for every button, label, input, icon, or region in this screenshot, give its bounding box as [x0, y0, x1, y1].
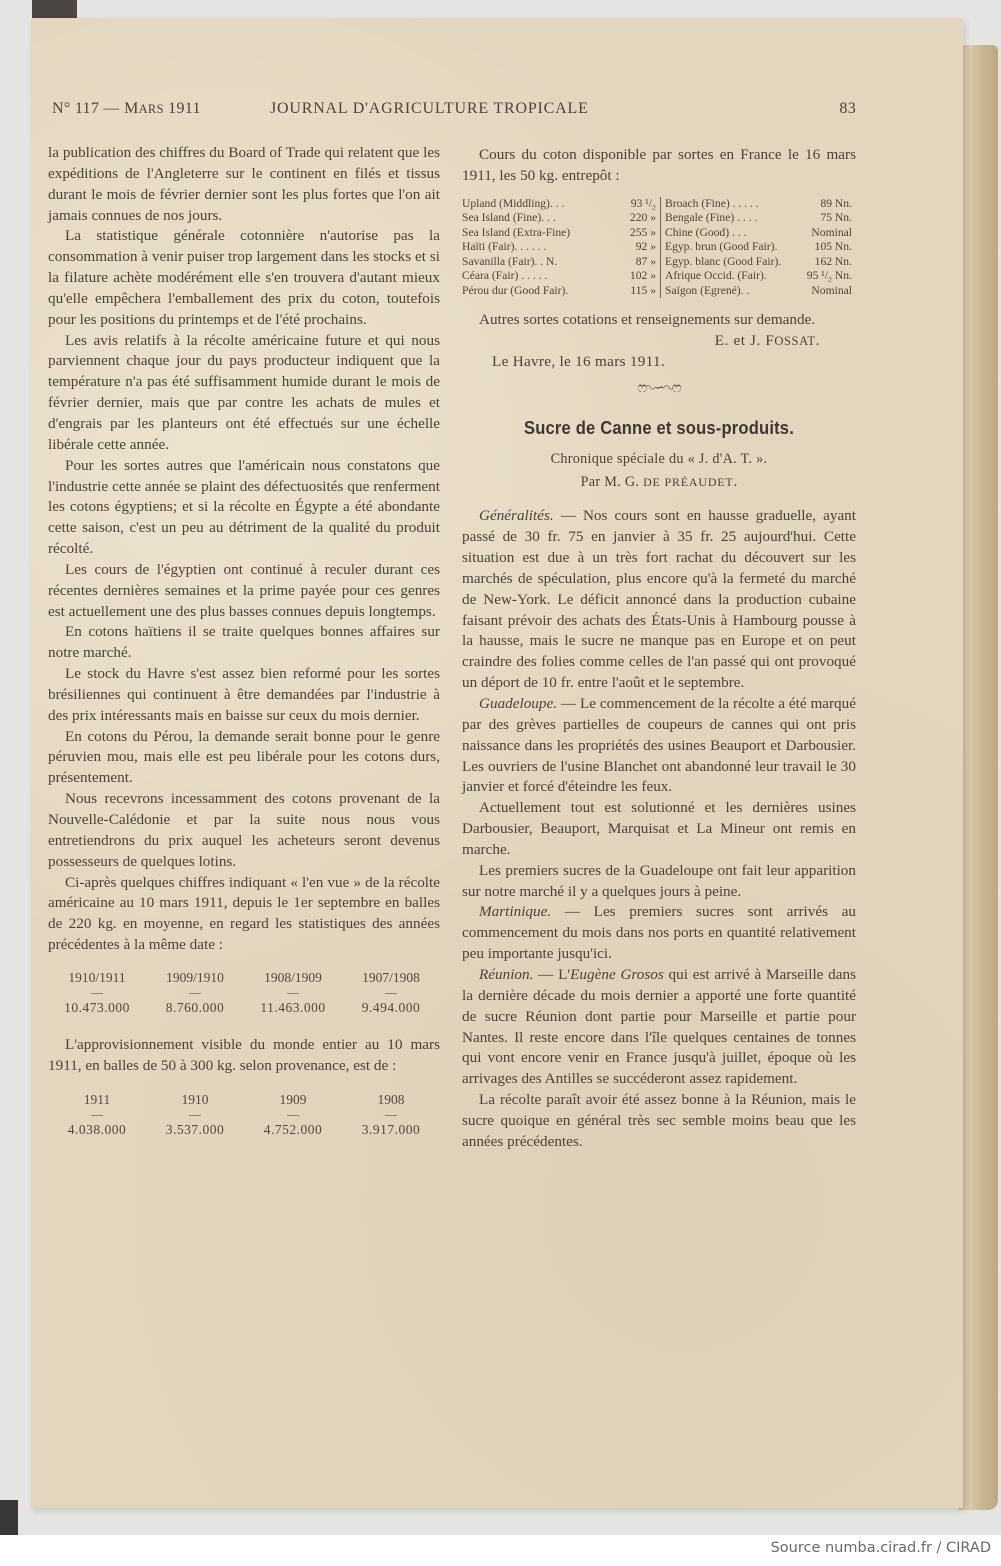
paragraph: Les cours de l'égyptien ont continué à reculer durant ces récentes dernières semaines et la prime payée pour ces genres est actuellement une des plus basses connues depuis longtemps. [48, 560, 440, 620]
year-label: 1910 [181, 1091, 209, 1107]
cotton-grade: Egyp. brun (Good Fair). [665, 240, 778, 254]
dash-separator: — [91, 1106, 103, 1121]
cotton-grade: Egyp. blanc (Good Fair). [665, 254, 782, 268]
section-text: — Les premiers sucres sont arrivés au commencement du mois dans nos ports en quantité relativement peu importante jusqu'ici. [462, 903, 856, 963]
paragraph: Actuellement tout est solutionné et les dernières usines Darbousier, Beauport, Marquisat et La Mineur ont remis en marche. [462, 799, 856, 858]
dash-separator: — [189, 1106, 201, 1121]
bales-value: 8.760.000 [165, 999, 225, 1015]
byline-end: . [733, 474, 738, 491]
cotton-grade: Pérou dur (Good Fair). [462, 283, 569, 297]
price-row [665, 284, 856, 299]
paragraph: Le stock du Havre s'est assez bien reformé pour les sortes brésiliennes qui continuent à être demandées par l'industrie à des prix intéressants mais en baisse sur ceux du mois dernier. [48, 665, 440, 724]
page-number: 83 [839, 100, 856, 117]
cotton-grade: Savanilla (Fair). . N. [462, 254, 558, 268]
issue-number: N° 117 — [52, 100, 120, 117]
issue-year: 1911 [168, 100, 201, 117]
cotton-price: 75 Nn. [820, 211, 852, 225]
cotton-grade: Chine (Good) . . . [665, 225, 747, 239]
price-row [462, 269, 660, 284]
bales-value: 11.463.000 [260, 999, 326, 1015]
year-label: 1909 [279, 1091, 307, 1107]
section-label: Guadeloupe. [479, 695, 558, 712]
price-list-left [462, 197, 660, 299]
cotton-grade: Upland (Middling). . . [462, 196, 565, 210]
cotton-grade: Céara (Fair) . . . . . [462, 269, 548, 283]
season-label: 1909/1910 [166, 969, 224, 985]
paragraph: En cotons haïtiens il se traite quelques bonnes affaires sur notre marché. [48, 623, 440, 662]
signature-end: . [815, 332, 820, 350]
ornament-icon: ෆ∿∽∿ෆ [637, 380, 681, 396]
section-text: — Nos cours sont en hausse graduelle, ayant passé de 30 fr. 75 en janvier à 35 fr. 25 aujourd'hui. Cette situation est due à un très fort rachat du découvert sur les marchés de spéculation, plus encore qu'à la fermeté du marché de New-York. Le déficit annoncé dans la production cubaine faisant prévoir des achats des États-Unis à Hambourg pousse à la hausse, mais le sucre ne manque pas en Europe et on peut craindre des folies comme celles de l'an passé qui ont provoqué un déport de 10 fr. entre l'août et le septembre. [462, 507, 856, 692]
paragraph-martinique [462, 902, 856, 965]
paragraph: Ci-après quelques chiffres indiquant « l'en vue » de la récolte américaine au 10 mars 1911, depuis le 1er septembre en balles de 220 kg. en moyenne, en regard les statistiques des années précédentes à la même date : [48, 873, 440, 954]
cotton-price: 87 » [635, 254, 656, 268]
cotton-price: 89 Nn. [820, 196, 852, 210]
section-label: Martinique. [479, 903, 552, 921]
bales-value: 3.537.000 [165, 1121, 225, 1137]
section-text: — Le commencement de la récolte a été marqué par des grèves partielles de coupeurs de cannes qui ont pris naissance dans les propriétés des usines Beauport et Darbousier. Les ouvriers de l'usine Blanchet ont abandonné leur travail le 30 janvier et forcé d'éteindre les feux. [462, 695, 856, 796]
cotton-price: 93 ¹/₂ [630, 196, 656, 210]
cotton-price: 162 Nn. [814, 254, 852, 268]
cotton-price: 92 » [635, 240, 656, 254]
paragraph-generalites [462, 506, 856, 694]
cotton-grade: Saïgon (Egrené). . [665, 283, 750, 297]
running-header [50, 100, 856, 122]
right-column [462, 145, 856, 1153]
cotton-price: 115 » [630, 283, 656, 297]
journal-title: JOURNAL D'AGRICULTURE TROPICALE [270, 100, 589, 117]
stat-cell [244, 969, 342, 1019]
ship-name: Eugène Grosos [570, 965, 664, 983]
price-row [462, 211, 660, 226]
season-label: 1907/1908 [362, 969, 420, 985]
cotton-grade: Bengale (Fine) . . . . [665, 211, 758, 225]
byline [462, 471, 856, 494]
cotton-grade: Sea Island (Fine). . . [462, 211, 556, 225]
cotton-price: 255 » [629, 225, 656, 239]
price-row [462, 255, 660, 270]
paragraph: La récolte paraît avoir été assez bonne à la Réunion, mais le sucre quoique en général très sec semble moins beau que les années précédentes. [462, 1091, 856, 1150]
section-title: Sucre de Canne et sous-produits. [524, 417, 794, 438]
prices-intro: Cours du coton disponible par sortes en France le 16 mars 1911, les 50 kg. entrepôt : [462, 146, 856, 184]
paragraph: la publication des chiffres du Board of Trade qui relatent que les expéditions de l'Angleterre sur le continent en filés et tissus durant le mois de février dernier sont les plus fortes que l'on ait jamais connues de nos jours. [48, 144, 440, 224]
paragraph: Autres sortes cotations et renseignements sur demande. [479, 311, 816, 329]
issue-month-rest: ARS [138, 102, 164, 116]
price-list-right [660, 197, 856, 299]
cotton-grade: Sea Island (Extra-Fine) [462, 225, 571, 239]
cotton-grade: Broach (Fine) . . . . . [665, 196, 759, 210]
page-stack-edge [958, 45, 998, 1510]
cotton-price: 220 » [629, 211, 656, 225]
price-row [665, 211, 856, 226]
bales-value: 10.473.000 [64, 999, 130, 1015]
dash-separator: — [385, 984, 397, 999]
price-row [462, 240, 660, 255]
paragraph: Nous recevrons incessamment des cotons provenant de la Nouvelle-Calédonie et par la suite nous nous vous entretiendrons du prix auquel les acheteurs seront devenus possesseurs de quelques lotins. [48, 790, 440, 870]
byline-author: DE PRÉAUDET [643, 475, 734, 490]
paragraph: Pour les sortes autres que l'américain nous constatons que l'industrie cette année se plaint des défectuosités que renferment les cotons égyptiens; et si la récolte en Égypte a été abondante cette saison, c'est un peu au détriment de la qualité du produit récolté. [48, 456, 440, 558]
paragraph-reunion [462, 965, 856, 1090]
bales-value: 3.917.000 [361, 1121, 421, 1137]
season-label: 1908/1909 [264, 969, 322, 985]
stat-cell [342, 1091, 440, 1141]
chronicle-line: Chronique spéciale du « J. d'A. T. ». [550, 451, 768, 468]
section-label: Réunion. [479, 965, 534, 983]
issue-month-initial: M [124, 100, 139, 117]
signature-text: E. et J. F [714, 332, 775, 350]
cotton-grade: Haïti (Fair). . . . . . [462, 240, 547, 254]
dash-separator: — [287, 984, 299, 999]
world-supply-table [48, 1091, 440, 1141]
year-label: 1908 [377, 1091, 405, 1107]
cotton-price: Nominal [811, 225, 852, 239]
price-row [665, 226, 856, 241]
dash-separator: — [91, 984, 103, 999]
price-row [665, 197, 856, 212]
dash-separator: — [189, 984, 201, 999]
cotton-price: Nominal [811, 283, 852, 297]
price-row [665, 255, 856, 270]
dateline: Le Havre, le 16 mars 1911. [492, 352, 665, 370]
cotton-price: 95 ¹/₂ Nn. [806, 269, 852, 283]
scan-edge-shadow [0, 1500, 18, 1535]
paragraph: En cotons du Pérou, la demande serait bonne pour le genre péruvien mou, mais elle est peu libérale pour les cotons durs, présentement. [48, 727, 440, 787]
cotton-grade: Afrique Occid. (Fair). [665, 269, 767, 283]
year-label: 1911 [83, 1091, 111, 1107]
crop-in-sight-table [48, 969, 440, 1019]
bales-value: 9.494.000 [361, 999, 421, 1015]
cotton-price: 102 » [629, 269, 656, 283]
price-row [462, 284, 660, 299]
scan-edge-shadow [32, 0, 77, 18]
bales-value: 4.752.000 [263, 1121, 323, 1137]
paragraph: Les avis relatifs à la récolte américaine future et qui nous parviennent chaque jour du pays producteur indiquent que la température n'a pas été suffisamment humide durant le mois de février dernier, mais que par contre les achats de mules et d'engrais par les planteurs ont été effectués sur une échelle libérale cette année. [48, 331, 440, 453]
paragraph: Les premiers sucres de la Guadeloupe ont fait leur apparition sur notre marché il y a quelques jours à peine. [462, 861, 856, 900]
issue-info [52, 100, 201, 118]
source-credit: Source numba.cirad.fr / CIRAD [770, 1540, 991, 1556]
section-text: — L' [533, 965, 571, 983]
stat-cell [48, 969, 146, 1019]
byline-text: Par M. G. [580, 474, 644, 491]
section-label: Généralités. [479, 507, 554, 525]
dash-separator: — [385, 1106, 397, 1121]
signature [462, 331, 856, 352]
paragraph: L'approvisionnement visible du monde entier au 10 mars 1911, en balles de 50 à 300 kg. selon provenance, est de : [48, 1035, 440, 1074]
signature-smallcaps: OSSAT [774, 334, 816, 349]
paragraph-guadeloupe [462, 694, 856, 798]
stat-cell [48, 1091, 146, 1141]
dash-separator: — [287, 1106, 299, 1121]
section-text: qui est arrivé à Marseille dans la dernière décade du mois dernier a apporté une forte quantité de sucre Réunion dont partie pour Marseille et partie pour Nantes. Il reste encore dans l'île quelques centaines de tonnes qui vont encore venir en France jusqu'à juillet, époque où les arrivages des Antilles se succéderont assez rapidement. [462, 965, 857, 1088]
price-row [665, 269, 856, 284]
price-row [462, 226, 660, 241]
price-row [462, 197, 660, 212]
season-label: 1910/1911 [68, 969, 126, 985]
cotton-price-table [462, 197, 856, 299]
stat-cell [146, 969, 244, 1019]
stat-cell [146, 1091, 244, 1141]
left-column [48, 143, 440, 1141]
stat-cell [342, 969, 440, 1019]
bales-value: 4.038.000 [67, 1121, 127, 1137]
paragraph: La statistique générale cotonnière n'autorise pas la consommation à venir puiser trop largement dans les stocks et si la filature achète modérément elle s'en trouvera d'autant mieux qu'elle empêchera l'emballement des prix du coton, toutefois pour les positions du printemps et de l'été prochains. [48, 227, 440, 328]
cotton-price: 105 Nn. [814, 240, 852, 254]
price-row [665, 240, 856, 255]
stat-cell [244, 1091, 342, 1141]
